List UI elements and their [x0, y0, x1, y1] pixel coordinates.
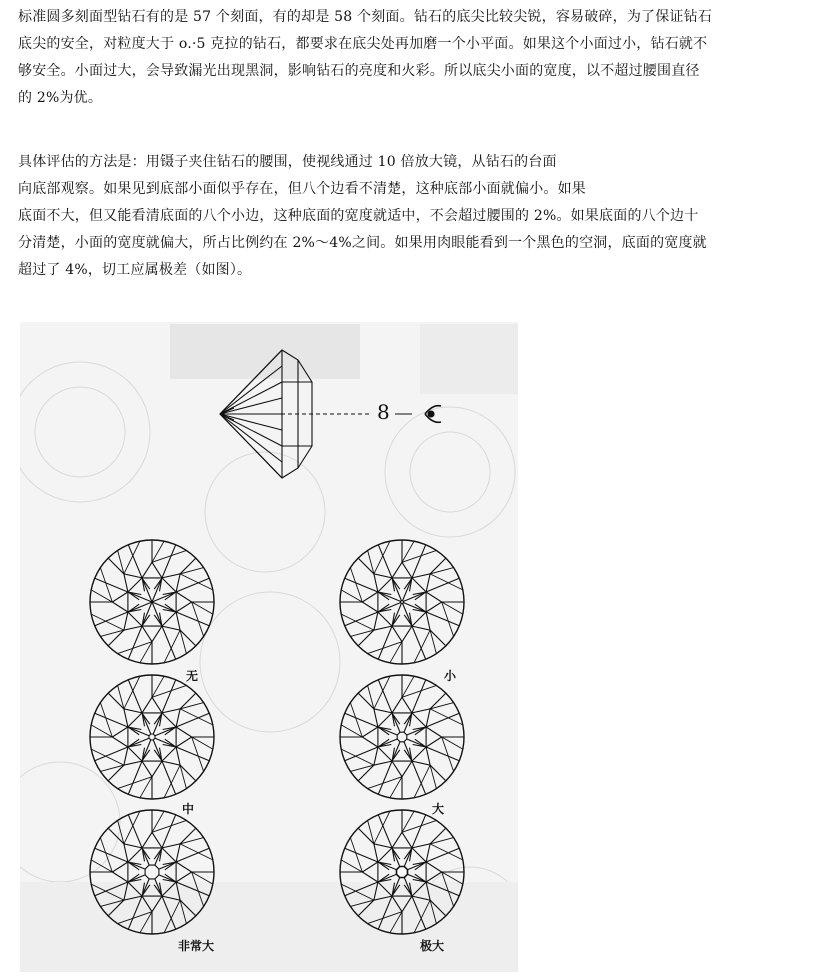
star-facet: [392, 832, 412, 848]
grade-label-none: 无: [186, 669, 199, 683]
pavilion-arrow: [142, 578, 150, 591]
bezel-line: [95, 848, 128, 862]
bezel-line: [426, 747, 459, 761]
bezel-line: [345, 578, 378, 592]
star-facet: [412, 844, 430, 862]
pavilion-facet-line: [220, 414, 282, 430]
pavilion-arrow: [163, 727, 176, 735]
star-facet: [124, 574, 142, 592]
text-line: 具体评估的方法是：用镊子夹住钻石的腰围，使视线通过 10 倍放大镜，从钻石的台面: [18, 154, 557, 170]
star-facet: [162, 612, 180, 630]
pavilion-arrow: [413, 874, 426, 882]
pavilion-arrow: [378, 604, 391, 612]
bezel-line: [128, 626, 142, 659]
star-facet: [142, 626, 162, 642]
star-facet: [362, 727, 378, 747]
bezel-line: [176, 747, 209, 761]
bezel-line: [95, 578, 128, 592]
star-facet: [374, 747, 392, 765]
pavilion-facet-line: [220, 414, 282, 446]
culet-facet: [149, 734, 155, 740]
eye-pupil: [428, 411, 434, 417]
pavilion-facet-line: [220, 414, 282, 462]
pavilion-arrow: [404, 748, 412, 761]
star-facet: [176, 727, 192, 747]
pavilion-arrow: [392, 713, 400, 726]
culet-facet: [145, 865, 159, 879]
pavilion-arrow: [128, 874, 141, 882]
bezel-line: [176, 612, 209, 626]
diamond-top-view: [90, 540, 214, 664]
pavilion-arrow: [413, 739, 426, 747]
star-facet: [176, 862, 192, 882]
bezel-line: [412, 815, 426, 848]
pavilion-arrow: [154, 713, 162, 726]
text-line: 底面不大，但又能看清底面的八个小边，这种底面的宽度就适中，不会超过腰围的 2%。如果底面的八个边十: [18, 208, 699, 224]
pavilion-arrow: [378, 727, 391, 735]
pavilion-arrow: [413, 604, 426, 612]
star-facet: [374, 612, 392, 630]
diamond-grade-grid: [90, 540, 464, 934]
star-facet: [162, 747, 180, 765]
star-facet: [412, 574, 430, 592]
bezel-line: [378, 761, 392, 794]
pavilion-facet-line: [220, 398, 282, 414]
pavilion-arrow: [154, 848, 162, 861]
text-line: 向底部观察。如果见到底部小面似乎存在，但八个边看不清楚，这种底部小面就偏小。如果: [18, 181, 586, 197]
bezel-line: [345, 848, 378, 862]
star-facet: [426, 592, 442, 612]
pavilion-arrow: [142, 848, 150, 861]
pavilion-arrow: [378, 862, 391, 870]
pavilion-arrow: [154, 748, 162, 761]
star-facet: [124, 747, 142, 765]
bezel-line: [162, 545, 176, 578]
pavilion-arrow: [128, 592, 141, 600]
pavilion-arrow: [128, 862, 141, 870]
bezel-line: [426, 612, 459, 626]
paragraph-evaluation-method: [18, 149, 808, 284]
star-facet: [112, 862, 128, 882]
diamond-top-view: [340, 675, 464, 799]
star-facet: [362, 592, 378, 612]
pavilion-arrow: [392, 578, 400, 591]
pavilion-arrow: [128, 727, 141, 735]
star-facet: [412, 747, 430, 765]
bezel-line: [128, 761, 142, 794]
pavilion-arrow: [378, 592, 391, 600]
star-facet: [124, 844, 142, 862]
star-facet: [162, 574, 180, 592]
diamond-top-view: [90, 675, 214, 799]
pavilion-arrow: [413, 727, 426, 735]
pavilion-arrow: [163, 739, 176, 747]
star-facet: [426, 727, 442, 747]
pavilion-arrow: [392, 848, 400, 861]
star-facet: [374, 574, 392, 592]
bezel-line: [345, 713, 378, 727]
pavilion-arrow: [154, 578, 162, 591]
pavilion-arrow: [404, 613, 412, 626]
bezel-line: [95, 713, 128, 727]
pavilion-arrow: [142, 613, 150, 626]
grade-label-extremely-large: 极大: [420, 939, 445, 953]
bezel-line: [412, 545, 426, 578]
pavilion-arrow: [378, 739, 391, 747]
star-facet: [412, 612, 430, 630]
pavilion-arrow: [404, 713, 412, 726]
star-facet: [142, 562, 162, 578]
pavilion-facet-line: [220, 382, 282, 414]
star-facet: [374, 709, 392, 727]
pavilion-facet-line: [220, 414, 282, 478]
grade-label-large: 大: [432, 802, 445, 816]
bezel-line: [378, 626, 392, 659]
star-facet: [374, 844, 392, 862]
star-facet: [112, 727, 128, 747]
bezel-line: [162, 680, 176, 713]
culet-facet: [397, 732, 407, 742]
culet-size-figure: [20, 322, 518, 972]
pavilion-arrow: [378, 874, 391, 882]
grade-label-very-large: 非常大: [178, 939, 215, 953]
diamond-top-view: [90, 810, 214, 934]
pavilion-arrow: [142, 748, 150, 761]
text-line: 底尖的安全，对粒度大于 o.·5 克拉的钻石，都要求在底尖处再加磨一个小平面。如果这个小面过小，钻石就不: [18, 36, 708, 52]
star-facet: [162, 844, 180, 862]
loupe-magnification-label: 8: [377, 400, 390, 424]
text-line: 够安全。小面过大，会导致漏光出现黑洞，影响钻石的亮度和火彩。所以底尖小面的宽度，以不超过腰围直径: [18, 63, 700, 79]
star-facet: [412, 709, 430, 727]
star-facet: [142, 832, 162, 848]
pavilion-arrow: [128, 739, 141, 747]
text-line: 标准圆多刻面型钻石有的是 57 个刻面，有的却是 58 个刻面。钻石的底尖比较尖锐，容易破碎，为了保证钻石: [18, 9, 713, 25]
diamond-top-view: [340, 810, 464, 934]
pavilion-arrow: [413, 592, 426, 600]
text-line: 分清楚，小面的宽度就偏大，所占比例约在 2%～4%之间。如果用肉眼能看到一个黑色的空洞，底面的宽度就: [18, 235, 707, 251]
star-facet: [392, 626, 412, 642]
star-facet: [112, 592, 128, 612]
star-facet: [392, 761, 412, 777]
bezel-line: [162, 815, 176, 848]
star-facet: [426, 862, 442, 882]
star-facet: [162, 709, 180, 727]
pavilion-arrow: [404, 578, 412, 591]
star-facet: [392, 697, 412, 713]
pavilion-arrow: [154, 613, 162, 626]
star-facet: [124, 612, 142, 630]
pavilion-arrow: [163, 862, 176, 870]
pavilion-arrow: [163, 604, 176, 612]
pavilion-arrow: [128, 604, 141, 612]
paragraph-culet-intro: [18, 4, 808, 112]
grade-label-medium: 中: [182, 802, 195, 816]
diamond-top-view: [340, 540, 464, 664]
text-line: 超过了 4%，切工应属极差（如图）。: [18, 262, 252, 278]
pavilion-arrow: [413, 862, 426, 870]
grade-label-small: 小: [444, 669, 457, 683]
star-facet: [142, 761, 162, 777]
pavilion-arrow: [163, 592, 176, 600]
text-line: 的 2%为优。: [18, 90, 103, 106]
pavilion-arrow: [404, 848, 412, 861]
star-facet: [362, 862, 378, 882]
pavilion-arrow: [392, 613, 400, 626]
pavilion-arrow: [392, 748, 400, 761]
star-facet: [392, 562, 412, 578]
pavilion-arrow: [142, 713, 150, 726]
culet-facet: [401, 601, 404, 604]
bezel-line: [412, 680, 426, 713]
star-facet: [142, 697, 162, 713]
pavilion-arrow: [163, 874, 176, 882]
star-facet: [124, 709, 142, 727]
culet-facet: [397, 867, 408, 878]
star-facet: [176, 592, 192, 612]
figure-drawing: [20, 322, 518, 972]
